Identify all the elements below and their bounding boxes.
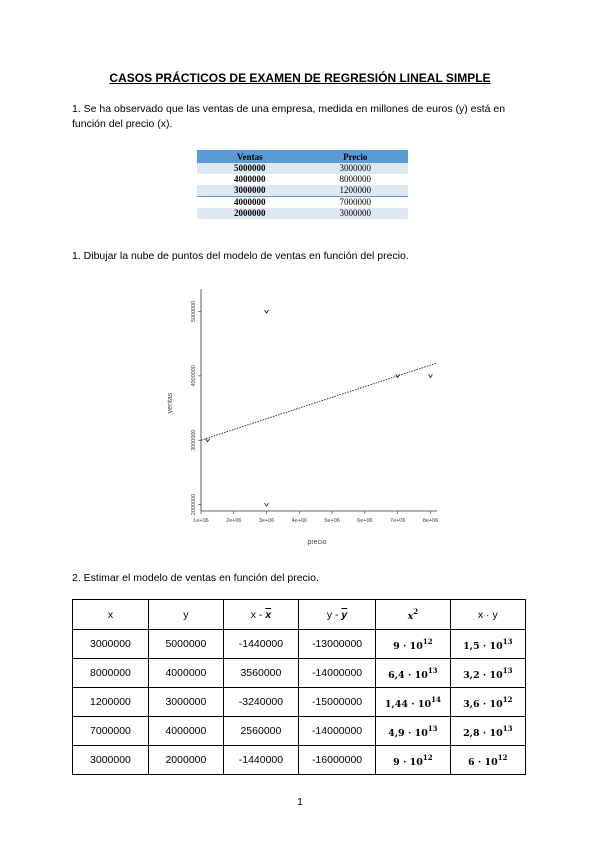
data-point — [265, 503, 269, 506]
cell-y: 3000000 — [148, 688, 223, 717]
cell-x: 7000000 — [73, 717, 149, 746]
x-tick-label: 4e+06 — [291, 518, 308, 524]
y-tick-label: 4000000 — [191, 365, 197, 387]
x-tick-label: 5e+06 — [324, 518, 340, 524]
x-tick-label: 3e+06 — [258, 518, 275, 524]
cell-x-squared: $6,4 \cdot 10^{13}$ — [376, 659, 450, 688]
data-table-header-ventas: Ventas — [197, 150, 303, 163]
cell-y: 4000000 — [148, 659, 223, 688]
question-1: 1. Dibujar la nube de puntos del modelo de ventas en función del precio. — [72, 250, 409, 262]
table-row — [197, 197, 408, 209]
cell-x-squared: $4,9 \cdot 10^{13}$ — [376, 717, 450, 746]
cell-x-deviation: -3240000 — [223, 688, 298, 717]
table-row — [73, 630, 526, 659]
header-x: x — [73, 600, 149, 630]
x-axis-label: precio — [307, 539, 327, 546]
table-row — [73, 717, 526, 746]
x-tick-label: 2e+06 — [226, 518, 242, 524]
data-point — [396, 374, 400, 377]
cell-y-deviation: -16000000 — [298, 746, 375, 775]
cell-y: 5000000 — [148, 630, 223, 659]
cell-x-deviation: 3560000 — [223, 659, 298, 688]
table-row — [197, 185, 408, 197]
cell-x-deviation: -1440000 — [223, 630, 298, 659]
cell-x-times-y: $2,8 \cdot 10^{13}$ — [450, 717, 525, 746]
cell-x-squared: $1,44 \cdot 10^{14}$ — [376, 688, 450, 717]
table-row — [197, 163, 408, 174]
cell-x: 1200000 — [73, 688, 149, 717]
table-row — [73, 746, 526, 775]
cell-x: 3000000 — [73, 746, 149, 775]
cell-x-deviation: 2560000 — [223, 717, 298, 746]
y-tick-label: 2000000 — [191, 493, 197, 516]
x-tick-label: 8e+06 — [422, 518, 439, 524]
page-number: 1 — [297, 796, 303, 808]
calculation-table — [72, 599, 526, 775]
x-tick-label: 6e+06 — [357, 518, 373, 524]
intro-paragraph: 1. Se ha observado que las ventas de una empresa, medida en millones de euros (y) está en función del precio (x). — [72, 103, 506, 130]
header-x-deviation: x - $\overline{x}$ — [223, 600, 298, 630]
header-x-times-y: x · y — [450, 600, 525, 630]
data-point — [265, 310, 269, 313]
y-tick-label: 5000000 — [191, 300, 197, 323]
table-cell: 3000000 — [303, 163, 409, 174]
cell-y-deviation: -13000000 — [298, 630, 375, 659]
cell-y: 2000000 — [148, 746, 223, 775]
trend-line — [201, 363, 437, 440]
table-row — [197, 208, 408, 219]
table-cell: 4000000 — [234, 197, 266, 207]
cell-x-deviation: -1440000 — [223, 746, 298, 775]
x-tick-label: 1e+06 — [193, 518, 209, 524]
cell-x: 8000000 — [73, 659, 149, 688]
data-point — [206, 439, 210, 442]
table-cell: 7000000 — [339, 197, 371, 207]
document-title: CASOS PRÁCTICOS DE EXAMEN DE REGRESIÓN LINEAL SIMPLE — [109, 71, 491, 85]
cell-y-deviation: -14000000 — [298, 717, 375, 746]
cell-x-squared: $9 \cdot 10^{12}$ — [376, 746, 450, 775]
table-cell: 3000000 — [197, 185, 303, 197]
y-axis-label: ventas — [167, 392, 174, 414]
cell-x-times-y: $3,6 \cdot 10^{12}$ — [450, 688, 525, 717]
cell-x-squared: $9 \cdot 10^{12}$ — [376, 630, 450, 659]
y-tick-label: 3000000 — [191, 429, 197, 451]
data-point — [428, 374, 432, 377]
cell-x-times-y: $6 \cdot 10^{12}$ — [450, 746, 525, 775]
table-cell: 5000000 — [197, 163, 303, 174]
cell-y-deviation: -14000000 — [298, 659, 375, 688]
cell-x-times-y: $3,2 \cdot 10^{13}$ — [450, 659, 525, 688]
header-y: y — [148, 600, 223, 630]
table-cell: 2000000 — [197, 208, 303, 219]
cell-y-deviation: -15000000 — [298, 688, 375, 717]
table-cell: 8000000 — [339, 174, 371, 184]
table-cell: 4000000 — [234, 174, 266, 184]
cell-x-times-y: $1,5 \cdot 10^{13}$ — [450, 630, 525, 659]
table-row — [73, 659, 526, 688]
table-row — [73, 688, 526, 717]
cell-x: 3000000 — [73, 630, 149, 659]
table-cell: 3000000 — [303, 208, 409, 219]
question-2: 2. Estimar el modelo de ventas en función del precio. — [72, 572, 319, 584]
data-table-header-precio: Precio — [303, 150, 409, 163]
header-x-squared: $x^2$ — [376, 600, 450, 630]
cell-y: 4000000 — [148, 717, 223, 746]
table-row — [197, 174, 408, 185]
x-tick-label: 7e+06 — [389, 518, 406, 524]
data-table — [197, 150, 408, 219]
scatter-chart — [160, 285, 450, 550]
header-y-deviation: y - $\overline{y}$ — [298, 600, 375, 630]
table-cell: 1200000 — [303, 185, 409, 197]
